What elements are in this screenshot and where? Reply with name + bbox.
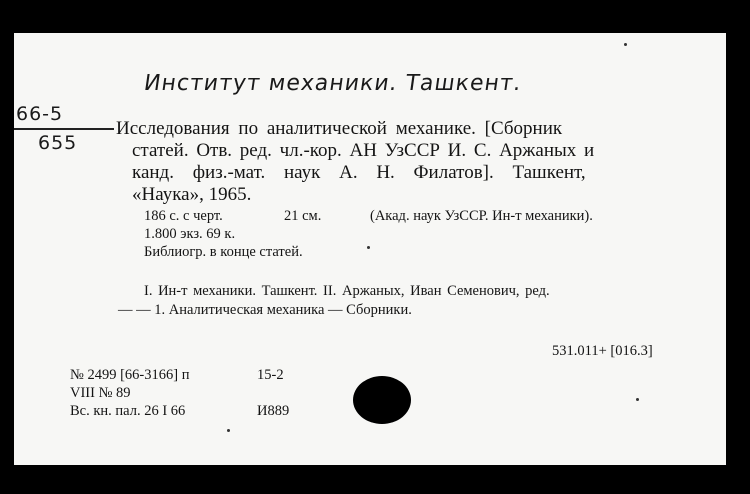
classification: 531.011+ [016.3] [552,343,653,359]
footer-id: И889 [257,403,290,419]
title-line-3: канд. физ.-мат. наук А. Н. Филатов]. Ташкент, [132,162,586,183]
pages: 186 с. с черт. [144,208,223,224]
series: (Акад. наук УзССР. Ин-т механики). [370,208,593,224]
footer-volume: VIII № 89 [70,385,131,401]
punch-hole [353,376,411,424]
handwritten-code-top: 66-5 [16,103,64,125]
title-line-4: «Наука», 1965. [132,184,252,205]
footer-chamber: Вс. кн. пал. 26 I 66 [70,403,186,419]
speck [624,43,627,46]
title-line-2: статей. Отв. ред. чл.-кор. АН УзССР И. С. Аржаных и [132,140,595,161]
speck [636,398,639,401]
copies: 1.800 экз. 69 к. [144,226,236,242]
handwritten-header: Институт механики. Ташкент. [142,71,524,96]
bibliography: Библиогр. в конце статей. [144,244,303,260]
title-line-1: Исследования по аналитической механике. [Сборник [116,118,563,139]
tracing-line-2: — — 1. Аналитическая механика — Сборники. [118,302,412,318]
tracing-line-1: I. Ин-т механики. Ташкент. II. Аржаных, Иван Семенович, ред. [144,283,550,299]
size: 21 см. [284,208,322,224]
speck [227,429,230,432]
footer-code: 15-2 [257,367,284,383]
footer-number: № 2499 [66-3166] п [70,367,190,383]
handwritten-code-bottom: 655 [38,132,78,154]
speck [367,246,370,249]
catalog-card [14,33,726,465]
handwritten-underline [14,128,114,130]
